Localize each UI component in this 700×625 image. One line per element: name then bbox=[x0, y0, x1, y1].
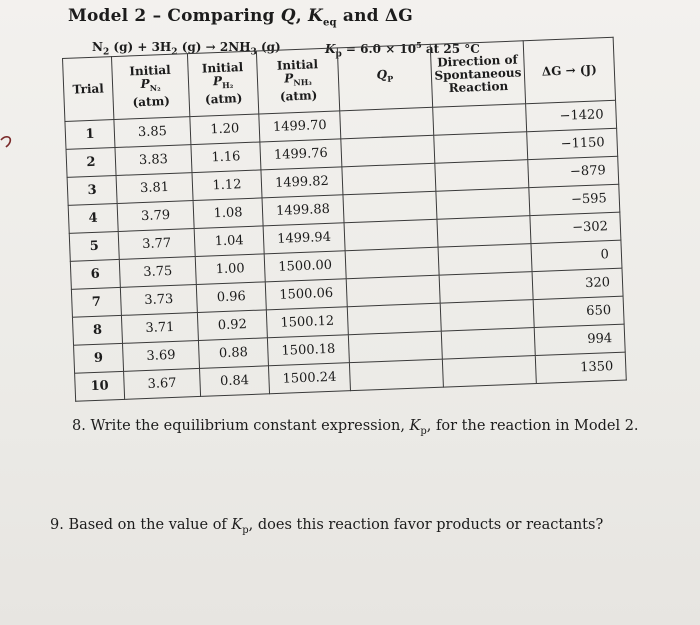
direction-answer-cell[interactable] bbox=[433, 104, 527, 136]
trial-cell: 10 bbox=[75, 371, 125, 401]
pnh3-cell: 1500.12 bbox=[266, 307, 348, 338]
delta-g-cell: −302 bbox=[530, 212, 621, 243]
trial-cell: 1 bbox=[65, 120, 115, 150]
direction-answer-cell[interactable] bbox=[437, 216, 531, 248]
pn2-cell: 3.79 bbox=[117, 201, 194, 232]
trial-cell: 4 bbox=[68, 203, 118, 233]
ph2-cell: 1.12 bbox=[192, 170, 262, 201]
qp-answer-cell[interactable] bbox=[340, 107, 434, 139]
header-trial: Trial bbox=[63, 57, 114, 122]
qp-answer-cell[interactable] bbox=[349, 359, 443, 391]
ph2-cell: 0.84 bbox=[200, 366, 270, 397]
ph2-cell: 0.88 bbox=[198, 338, 268, 369]
qp-answer-cell[interactable] bbox=[347, 303, 441, 335]
delta-g-cell: 994 bbox=[534, 324, 625, 355]
pn2-cell: 3.81 bbox=[116, 173, 193, 204]
ph2-cell: 1.16 bbox=[191, 142, 261, 173]
question-8: 8. Write the equilibrium constant expression, $K_p$, for the reaction in Model 2. bbox=[72, 418, 639, 437]
delta-g-cell: 0 bbox=[531, 240, 622, 271]
pn2-cell: 3.77 bbox=[118, 229, 195, 260]
delta-g-cell: 320 bbox=[532, 268, 623, 299]
pen-mark bbox=[0, 134, 16, 148]
pnh3-cell: 1500.24 bbox=[268, 363, 350, 394]
header-delta-g: ΔG → (J) bbox=[523, 37, 615, 103]
pn2-cell: 3.83 bbox=[115, 145, 192, 176]
delta-g-cell: −1150 bbox=[527, 128, 618, 159]
direction-answer-cell[interactable] bbox=[435, 160, 529, 192]
pn2-cell: 3.71 bbox=[121, 312, 198, 343]
trial-cell: 2 bbox=[66, 148, 116, 178]
ph2-cell: 1.00 bbox=[195, 254, 265, 285]
qp-answer-cell[interactable] bbox=[342, 163, 436, 195]
model-title: Model 2 – Comparing Q, $K_{eq}$ and ΔG bbox=[68, 6, 413, 29]
trial-cell: 9 bbox=[74, 343, 124, 373]
trial-cell: 5 bbox=[69, 231, 119, 261]
trial-cell: 8 bbox=[72, 315, 122, 345]
header-pn2: Initial $P_{N_2}$ (atm) bbox=[111, 54, 189, 120]
data-table bbox=[62, 37, 627, 402]
qp-answer-cell[interactable] bbox=[346, 275, 440, 307]
qp-answer-cell[interactable] bbox=[344, 219, 438, 251]
direction-answer-cell[interactable] bbox=[442, 356, 536, 388]
direction-answer-cell[interactable] bbox=[439, 272, 533, 304]
direction-answer-cell[interactable] bbox=[434, 132, 528, 164]
ph2-cell: 0.96 bbox=[196, 282, 266, 313]
ph2-cell: 1.08 bbox=[193, 198, 263, 229]
pnh3-cell: 1499.76 bbox=[260, 139, 342, 170]
trial-cell: 6 bbox=[70, 259, 120, 289]
pn2-cell: 3.75 bbox=[119, 257, 196, 288]
kp-value: $K_p = 6.0 \times 10^5$ at 25 °C bbox=[325, 40, 480, 60]
pnh3-cell: 1500.00 bbox=[264, 251, 346, 282]
header-ph2: Initial $P_{H_2}$ (atm) bbox=[187, 51, 258, 117]
direction-answer-cell[interactable] bbox=[436, 188, 530, 220]
delta-g-cell: 1350 bbox=[535, 352, 626, 383]
ph2-cell: 1.20 bbox=[190, 114, 260, 145]
header-direction: Direction of Spontaneous Reaction bbox=[430, 41, 525, 108]
pn2-cell: 3.69 bbox=[123, 340, 200, 371]
trial-cell: 7 bbox=[71, 287, 121, 317]
pnh3-cell: 1499.88 bbox=[262, 195, 344, 226]
pnh3-cell: 1500.18 bbox=[267, 335, 349, 366]
qp-answer-cell[interactable] bbox=[343, 191, 437, 223]
delta-g-cell: −595 bbox=[529, 184, 620, 215]
qp-answer-cell[interactable] bbox=[348, 331, 442, 363]
pnh3-cell: 1499.94 bbox=[263, 223, 345, 254]
ph2-cell: 1.04 bbox=[194, 226, 264, 257]
delta-g-cell: −1420 bbox=[526, 100, 617, 131]
pn2-cell: 3.73 bbox=[120, 285, 197, 316]
header-qp: $Q_P$ bbox=[337, 44, 432, 111]
question-9: 9. Based on the value of $K_p$, does this reaction favor products or reactants? bbox=[50, 517, 604, 536]
pnh3-cell: 1500.06 bbox=[265, 279, 347, 310]
delta-g-cell: 650 bbox=[533, 296, 624, 327]
pnh3-cell: 1499.70 bbox=[259, 111, 341, 142]
data-table-wrapper bbox=[62, 37, 627, 402]
pn2-cell: 3.85 bbox=[114, 117, 191, 148]
reaction-equation: $N_2$ $(g) + 3H_2$ $(g) \to 2NH_3$ (g) bbox=[92, 40, 281, 58]
delta-g-cell: −879 bbox=[528, 156, 619, 187]
trial-cell: 3 bbox=[67, 176, 117, 206]
pnh3-cell: 1499.82 bbox=[261, 167, 343, 198]
header-pnh3: Initial $P_{NH_3}$ (atm) bbox=[256, 48, 339, 114]
pn2-cell: 3.67 bbox=[124, 368, 201, 399]
ph2-cell: 0.92 bbox=[197, 310, 267, 341]
direction-answer-cell[interactable] bbox=[440, 300, 534, 332]
qp-answer-cell[interactable] bbox=[341, 135, 435, 167]
direction-answer-cell[interactable] bbox=[441, 328, 535, 360]
direction-answer-cell[interactable] bbox=[438, 244, 532, 276]
qp-answer-cell[interactable] bbox=[345, 247, 439, 279]
